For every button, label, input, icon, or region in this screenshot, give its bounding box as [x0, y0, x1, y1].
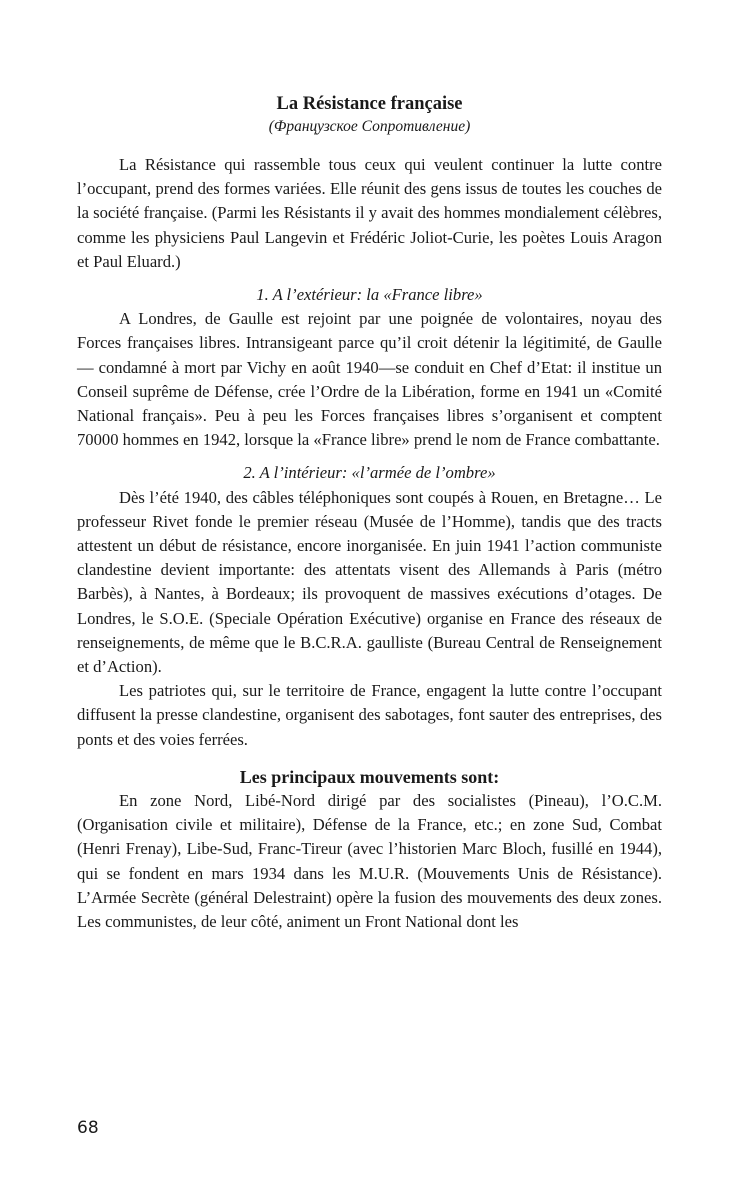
section-1-heading: 1. A l’extérieur: la «France libre» [256, 285, 483, 305]
section-3-paragraph: En zone Nord, Libé-Nord dirigé par des socialistes (Pineau), l’O.C.M. (Organisation civile et militaire), Défense de la France, etc.; en zone Sud, Combat (Henri Frenay), Libe-Sud, Franc-Tireur (avec l’historien Marc Bloch, fusillé en 1944), qui se fondent en mars 1934 dans les M.U.R. (Mouvements Unis de Résistance). L’Armée Secrète (général Delestraint) opère la fusion des mouvements des deux zones. Les communistes, de leur côté, animent un Front National dont les [77, 791, 662, 932]
section-2-paragraph-2: Les patriotes qui, sur le territoire de France, engagent la lutte contre l’occupant diffusent la presse clandestine, organisent des sabotages, font sauter des entreprises, des ponts et des voies ferrées. [77, 681, 662, 749]
page-title: La Résistance française [276, 94, 463, 114]
intro-paragraph: La Résistance qui rassemble tous ceux qui veulent continuer la lutte contre l’occupant, prend des formes variées. Elle réunit des gens issus de toutes les couches de la société française. (Parmi les Résistants il y avait des hommes mondialement célèbres, comme les physiciens Paul Langevin et Frédéric Joliot-Curie, les poètes Louis Aragon et Paul Eluard.) [77, 155, 662, 271]
section-2-paragraph-1: Dès l’été 1940, des câbles téléphoniques sont coupés à Rouen, en Bretagne… Le professeur Rivet fonde le premier réseau (Musée de l’Homme), tandis que des tracts attestent un début de résistance, encore inorganisée. En juin 1941 l’action communiste clandestine devient importante: des attentats visent des Allemands à Paris (métro Barbès), à Nantes, à Bordeaux; ils provoquent de massives exécutions d’otages. De Londres, le S.O.E. (Speciale Opération Exécutive) organise en France des réseaux de renseignements, de même que le B.C.R.A. gaulliste (Bureau Central de Renseignement et d’Action). [77, 487, 662, 677]
page-subtitle: (Французское Сопротивление) [268, 118, 471, 135]
section-1-paragraph: A Londres, de Gaulle est rejoint par une poignée de volontaires, noyau des Forces françaises libres. Intransigeant parce qu’il croit détenir la légitimité, de Gaulle — condamné à mort par Vichy en août 1940—se conduit en Chef d’Etat: il institue un Conseil suprême de Défense, crée l’Ordre de la Libération, forme en 1941 un «Comité National français». Peu à peu les Forces françaises libres s’organisent et comptent 70000 hommes en 1942, lorsque la «France libre» prend le nom de France combattante. [77, 309, 662, 450]
section-3-heading: Les principaux mouvements sont: [239, 766, 500, 787]
page-number: 68 [77, 1118, 99, 1138]
page-body [77, 92, 662, 934]
section-2-heading: 2. A l’intérieur: «l’armée de l’ombre» [243, 463, 496, 483]
